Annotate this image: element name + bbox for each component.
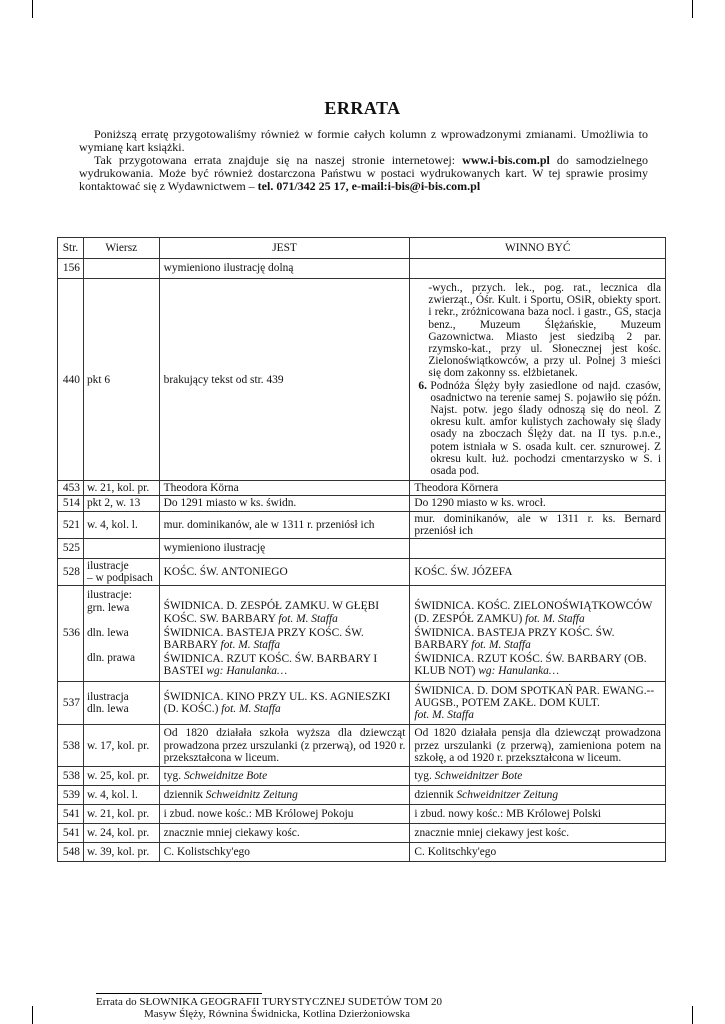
cell-jest: Od 1820 działała szkoła wyższa dla dziewcząt prowadzona przez urszulanki (z przerwą), od 1920 r. przekształcona w liceum. xyxy=(159,725,410,767)
intro-paragraph-1 xyxy=(79,128,648,154)
cell-jest: mur. dominikanów, ale w 1311 r. przeniósł ich xyxy=(159,511,410,538)
table-row xyxy=(58,539,666,559)
cell-winno: C. Kolitschky'ego xyxy=(410,842,666,861)
table-row xyxy=(58,559,666,586)
cell-jest: tyg. Schweidnitze Bote xyxy=(159,766,410,785)
cell-str: 538 xyxy=(58,725,84,767)
footer-line-1: Errata do SŁOWNIKA GEOGRAFII TURYSTYCZNEJ SUDETÓW TOM 20 xyxy=(96,996,442,1008)
cell-jest: brakujący tekst od str. 439 xyxy=(159,279,410,481)
table-row xyxy=(58,842,666,861)
page-title: ERRATA xyxy=(324,98,401,118)
table-row xyxy=(58,785,666,804)
errata-table xyxy=(57,237,666,862)
cell-wiersz: ilustracje – w podpisach xyxy=(83,559,159,586)
winno-point-6 xyxy=(418,380,661,478)
crop-mark-top-left xyxy=(32,0,33,18)
header-jest: JEST xyxy=(159,238,410,259)
crop-mark-top-right xyxy=(692,0,693,18)
intro-text-1: Poniższą erratę przygotowaliśmy również w formie całych kolumn z wprowadzonymi zmianami. Umożliwia to wymianę kart książki. xyxy=(79,127,648,154)
cell-winno xyxy=(410,259,666,279)
cell-str: 538 xyxy=(58,766,84,785)
cell-jest: wymieniono ilustrację dolną xyxy=(159,259,410,279)
cell-wiersz: w. 24, kol. pr. xyxy=(83,823,159,842)
cell-winno: Od 1820 działała pensja dla dziewcząt prowadzona przez urszulanki (z przerwą), zamieniona potem na szkołę, a od 1920 r. przekształcona w liceum. xyxy=(410,725,666,767)
cell-wiersz: w. 21, kol. pr. xyxy=(83,481,159,496)
cell-str: 514 xyxy=(58,496,84,511)
intro-paragraph-2 xyxy=(79,154,648,193)
cell-winno: Theodora Körnera xyxy=(410,481,666,496)
footer-line-2: Masyw Ślęży, Równina Świdnicka, Kotlina Dzierżoniowska xyxy=(144,1008,410,1020)
table-row xyxy=(58,804,666,823)
cell-winno: ŚWIDNICA. KOŚC. ZIELONOŚWIĄTKOWCÓW (D. ZESPÓŁ ZAMKU) fot. M. Staffa ŚWIDNICA. BASTEJA PRZY KOŚC. ŚW. BARBARY fot. M. Staffa ŚWIDNICA. RZUT KOŚC. ŚW. BARBARY (OB. KLUB NOT) wg: Hanulanka… xyxy=(410,586,666,681)
cell-wiersz: pkt 6 xyxy=(83,279,159,481)
cell-wiersz: ilustracja dln. lewa xyxy=(83,681,159,725)
cell-wiersz: pkt 2, w. 13 xyxy=(83,496,159,511)
cell-winno: KOŚC. ŚW. JÓZEFA xyxy=(410,559,666,586)
cell-wiersz: ilustracje: grn. lewa dln. lewa dln. prawa xyxy=(83,586,159,681)
cell-winno: tyg. Schweidnitzer Bote xyxy=(410,766,666,785)
cell-str: 156 xyxy=(58,259,84,279)
table-row xyxy=(58,259,666,279)
winno-text-part1: -wych., przych. lek., pog. rat., lecznica dla zwierząt., Óśr. Kult. i Sportu, OSiR, obiekty sport. i rekr., zróżnicowana baza nocl. i gastr., GS, stacja benz., Muzeum Ślężańskie, Muzeum Gazownictwa. Miasto jest siedzibą 2 par. rzymsko-kat., przy ul. Słonecznej jest kośc. Zielonoświątkowców, a przy ul. Polnej 3 mieści się dom zakonny ss. elżbietanek. xyxy=(428,282,661,380)
table-row xyxy=(58,586,666,681)
cell-winno xyxy=(410,279,666,481)
header-str: Str. xyxy=(58,238,84,259)
cell-str: 536 xyxy=(58,586,84,681)
cell-wiersz: w. 4, kol. l. xyxy=(83,785,159,804)
cell-jest: C. Kolistschky'ego xyxy=(159,842,410,861)
cell-str: 541 xyxy=(58,804,84,823)
cell-winno: znacznie mniej ciekawy jest kośc. xyxy=(410,823,666,842)
cell-jest: Theodora Körna xyxy=(159,481,410,496)
website-link[interactable]: www.i-bis.com.pl xyxy=(462,153,550,167)
crop-mark-bottom-right xyxy=(692,1006,693,1024)
cell-str: 539 xyxy=(58,785,84,804)
table-row xyxy=(58,279,666,481)
table-row xyxy=(58,823,666,842)
cell-str: 548 xyxy=(58,842,84,861)
cell-str: 525 xyxy=(58,539,84,559)
cell-str: 541 xyxy=(58,823,84,842)
cell-winno: ŚWIDNICA. D. DOM SPOTKAŃ PAR. EWANG.--AUGSB., POTEM ZAKŁ. DOM KULT. fot. M. Staffa xyxy=(410,681,666,725)
footer-rule xyxy=(96,993,262,994)
cell-wiersz: w. 25, kol. pr. xyxy=(83,766,159,785)
cell-str: 528 xyxy=(58,559,84,586)
header-wiersz: Wiersz xyxy=(83,238,159,259)
cell-jest: znacznie mniej ciekawy kośc. xyxy=(159,823,410,842)
table-row xyxy=(58,511,666,538)
table-row xyxy=(58,766,666,785)
cell-jest: ŚWIDNICA. KINO PRZY UL. KS. AGNIESZKI (D. KOŚC.) fot. M. Staffa xyxy=(159,681,410,725)
footer xyxy=(96,996,442,1020)
cell-jest: i zbud. nowe kośc.: MB Królowej Pokoju xyxy=(159,804,410,823)
cell-wiersz: w. 21, kol. pr. xyxy=(83,804,159,823)
cell-wiersz xyxy=(83,259,159,279)
cell-str: 453 xyxy=(58,481,84,496)
contact-info: tel. 071/342 25 17, e-mail:i-bis@i-bis.com.pl xyxy=(257,179,481,193)
table-header-row xyxy=(58,238,666,259)
cell-jest: KOŚC. ŚW. ANTONIEGO xyxy=(159,559,410,586)
cell-str: 521 xyxy=(58,511,84,538)
cell-wiersz: w. 4, kol. l. xyxy=(83,511,159,538)
cell-wiersz xyxy=(83,539,159,559)
cell-winno: dziennik Schweidnitzer Zeitung xyxy=(410,785,666,804)
cell-str: 440 xyxy=(58,279,84,481)
cell-str: 537 xyxy=(58,681,84,725)
crop-mark-bottom-left xyxy=(32,1006,33,1024)
table-row xyxy=(58,481,666,496)
cell-wiersz: w. 17, kol. pr. xyxy=(83,725,159,767)
header-winno: WINNO BYĆ xyxy=(410,238,666,259)
point-number: 6. xyxy=(418,379,427,392)
intro-text-2: Tak przygotowana errata znajduje się na naszej stronie internetowej: www.i-bis.com.pl do samodzielnego wydrukowania. Może być również dostarczona Państwu w postaci wydrukowanych kart. W tej sprawie prosimy kontaktować się z Wydawnictwem – tel. 071/342 25 17, e-mail:i-bis@i-bis.com.pl xyxy=(79,153,648,193)
table-row xyxy=(58,496,666,511)
cell-jest: wymieniono ilustrację xyxy=(159,539,410,559)
cell-winno: mur. dominikanów, ale w 1311 r. ks. Bernard przeniósł ich xyxy=(410,511,666,538)
cell-jest: Do 1291 miasto w ks. świdn. xyxy=(159,496,410,511)
cell-jest: ŚWIDNICA. D. ZESPÓŁ ZAMKU. W GŁĘBI KOŚC. SW. BARBARY fot. M. Staffa ŚWIDNICA. BASTEJA PRZY KOŚC. ŚW. BARBARY fot. M. Staffa ŚWIDNICA. RZUT KOŚC. ŚW. BARBARY I BASTEI wg: Hanulanka… xyxy=(159,586,410,681)
cell-winno: Do 1290 miasto w ks. wrocł. xyxy=(410,496,666,511)
winno-text-part2: Podnóża Ślęży były zasiedlone od najd. czasów, osadnictwo na terenie samej S. pojawiło się późn. Najst. potw. jego ślady odnoszą się do neol. Z okresu kult. amfor kulistych zachowały się ślady osady na zboczach Ślęży dat. na II tys. p.n.e., potem istniała w S. osada kult. cer. sznurowej. Z okresu kult. łuż. pochodzi cmentarzysko w S. i osada pod. xyxy=(430,379,661,478)
cell-winno: i zbud. nowy kośc.: MB Królowej Polski xyxy=(410,804,666,823)
table-row xyxy=(58,725,666,767)
cell-jest: dziennik Schweidnitz Zeitung xyxy=(159,785,410,804)
cell-wiersz: w. 39, kol. pr. xyxy=(83,842,159,861)
cell-winno xyxy=(410,539,666,559)
table-row xyxy=(58,681,666,725)
